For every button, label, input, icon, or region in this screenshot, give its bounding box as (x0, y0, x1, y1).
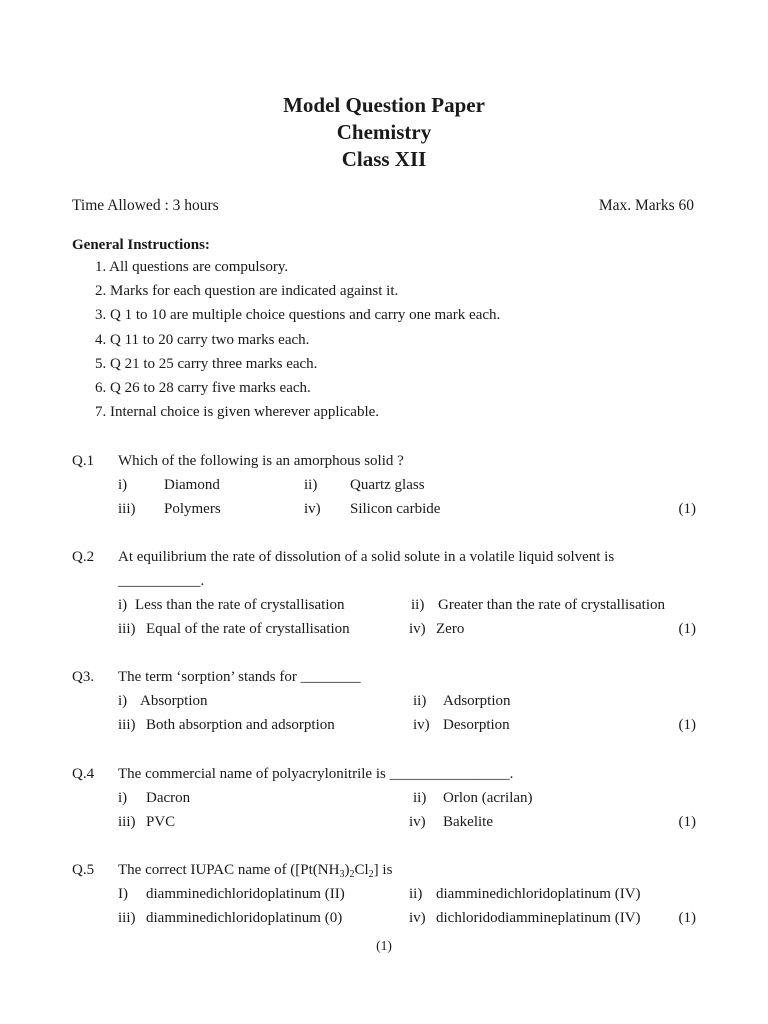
option-label: iv) (409, 910, 426, 926)
option-label: iv) (409, 814, 426, 830)
option-label: iv) (409, 621, 426, 637)
option-label: ii) (413, 693, 427, 709)
question-marks: (1) (678, 814, 696, 830)
instruction-item: 2. Marks for each question are indicated against it. (95, 283, 399, 300)
option-label: iii) (118, 910, 136, 926)
question-number: Q.2 (72, 549, 95, 565)
option-label: ii) (413, 790, 427, 806)
option-text: Adsorption (443, 693, 511, 709)
stem-text: ] is (373, 862, 393, 878)
option-text: Equal of the rate of crystallisation (146, 621, 350, 637)
option-text: Polymers (164, 501, 221, 517)
option-label: i) (118, 790, 128, 806)
option-text: Both absorption and adsorption (146, 717, 335, 733)
stem-text: Cl (354, 862, 369, 878)
stem-text: ) (344, 862, 350, 878)
option-text: Silicon carbide (350, 501, 441, 517)
option-label: ii) (411, 597, 425, 613)
subscript: 2 (349, 869, 355, 880)
option-text: Quartz glass (350, 477, 425, 493)
option-label: iii) (118, 501, 136, 517)
option-label: iii) (118, 814, 136, 830)
subscript: 3 (339, 869, 345, 880)
title-block (0, 92, 768, 173)
option-text: Desorption (443, 717, 510, 733)
option-text: PVC (146, 814, 176, 830)
option-text: Zero (436, 621, 465, 637)
question-marks: (1) (678, 621, 696, 637)
instruction-item: 1. All questions are compulsory. (95, 259, 289, 275)
question-stem-continuation: ___________. (118, 573, 205, 589)
option-text: Greater than the rate of crystallisation (438, 597, 665, 613)
option-label: iii) (118, 621, 136, 637)
option-text: Orlon (acrilan) (443, 790, 533, 806)
page-number: (1) (376, 938, 392, 953)
option-label: iv) (413, 717, 430, 733)
question-number: Q.1 (72, 453, 95, 469)
question-marks: (1) (678, 501, 696, 517)
question-number: Q3. (72, 669, 95, 685)
subscript: 2 (368, 869, 374, 880)
option-label: iii) (118, 717, 136, 733)
question-number: Q.5 (72, 862, 95, 878)
question-1 (72, 449, 696, 521)
question-stem: Which of the following is an amorphous solid ? (118, 453, 404, 469)
option-text: Bakelite (443, 814, 493, 830)
question-number: Q.4 (72, 766, 95, 782)
question-3 (72, 665, 696, 737)
question-5 (72, 858, 696, 930)
paper-title: Model Question Paper (283, 93, 485, 117)
stem-text: The correct IUPAC name of ([Pt(NH (118, 862, 340, 878)
option-label: I) (118, 886, 128, 902)
question-stem (118, 858, 392, 882)
option-text: diamminedichloridoplatinum (0) (146, 910, 343, 926)
general-instructions (72, 235, 500, 424)
option-text: dichloridodiammineplatinum (IV) (436, 910, 641, 926)
instructions-title: General Instructions: (72, 237, 210, 253)
instruction-item: 5. Q 21 to 25 carry three marks each. (95, 355, 318, 372)
option-label: ii) (409, 886, 423, 902)
question-stem: At equilibrium the rate of dissolution of a solid solute in a volatile liquid solvent is (118, 549, 615, 565)
max-marks: Max. Marks 60 (598, 197, 694, 214)
option-label: i) (118, 693, 128, 709)
question-2 (72, 545, 696, 641)
instruction-item: 7. Internal choice is given wherever applicable. (95, 404, 380, 421)
instruction-item: 4. Q 11 to 20 carry two marks each. (95, 331, 310, 348)
option-label: i) (118, 477, 128, 493)
paper-class: Class XII (341, 147, 427, 171)
option-text: diamminedichloridoplatinum (II) (146, 886, 345, 902)
paper-subject: Chemistry (336, 120, 432, 144)
question-4 (72, 762, 696, 834)
option-label: i) (118, 597, 128, 613)
question-stem: The commercial name of polyacrylonitrile is ________________. (118, 766, 514, 782)
instruction-item: 3. Q 1 to 10 are multiple choice questions and carry one mark each. (95, 307, 501, 324)
time-allowed: Time Allowed : 3 hours (72, 197, 219, 214)
option-text: Less than the rate of crystallisation (135, 597, 345, 613)
instruction-item: 6. Q 26 to 28 carry five marks each. (95, 380, 311, 397)
option-label: ii) (304, 477, 318, 493)
question-marks: (1) (678, 910, 696, 926)
question-stem: The term ‘sorption’ stands for ________ (118, 669, 361, 685)
exam-meta (72, 197, 694, 215)
question-marks: (1) (678, 717, 696, 733)
option-text: Dacron (146, 790, 191, 806)
option-text: diamminedichloridoplatinum (IV) (436, 886, 641, 902)
option-text: Absorption (140, 693, 208, 709)
option-label: iv) (304, 501, 321, 517)
option-text: Diamond (164, 477, 220, 493)
